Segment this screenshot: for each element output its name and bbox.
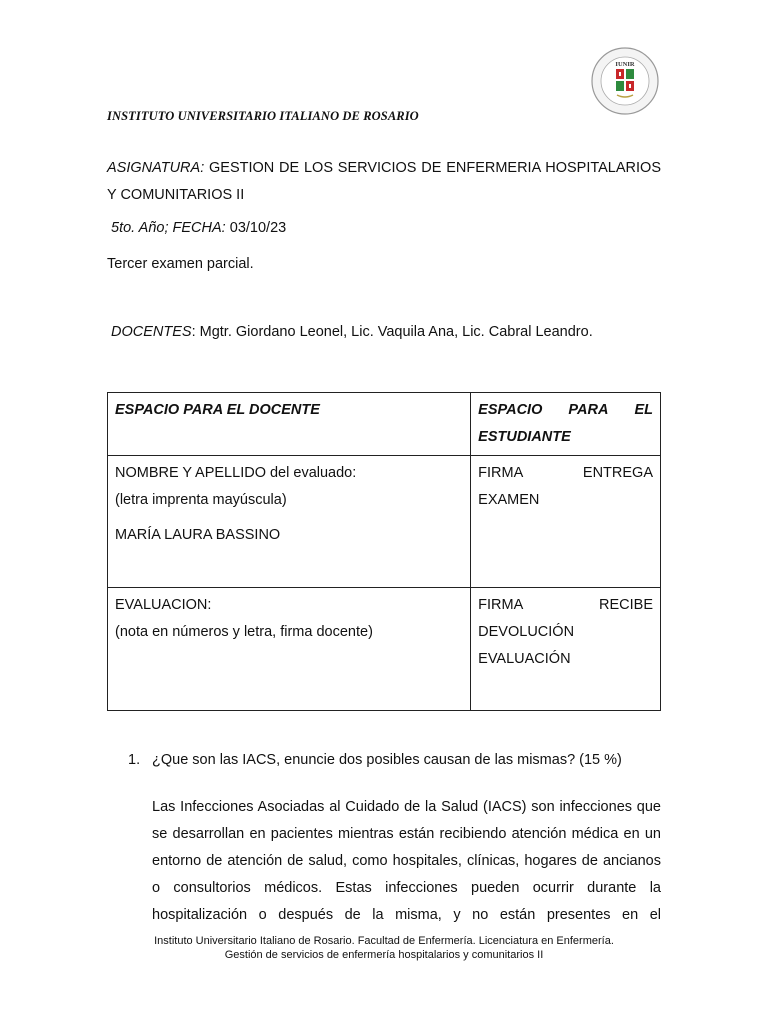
exam-date: 03/10/23 — [229, 220, 287, 236]
teachers-names: : Mgtr. Giordano Leonel, Lic. Vaquila Ana, Lic. Cabral Leandro. — [191, 324, 593, 340]
answer-paragraph: Las Infecciones Asociadas al Cuidado de la Salud (IACS) son infecciones que se desarrollan en pacientes mientras están recibiendo atención médica en un entorno de atención de salud, como hospitales, clínicas, hogares de ancianos o consultorios médicos. Estas infecciones pueden ocurrir durante la hospitalización o después de la misma, y no están presentes en el — [152, 799, 661, 923]
institution-seal-logo — [590, 46, 660, 116]
question-text: ¿Que son las IACS, enuncie dos posibles causan de las mismas? (15 %) — [152, 752, 622, 768]
evaluation-hint: (nota en números y letra, firma docente) — [115, 624, 373, 640]
page-footer — [0, 934, 768, 962]
student-name-hint: (letra imprenta mayúscula) — [115, 492, 287, 508]
exam-delivery-signature-cell: FIRMA ENTREGA EXAMEN — [471, 456, 661, 588]
table-row-name — [108, 456, 661, 588]
question-1 — [128, 752, 622, 768]
table-row-evaluation — [108, 588, 661, 711]
svg-text:IUNIR: IUNIR — [615, 61, 635, 68]
subject-value: GESTION DE LOS SERVICIOS DE ENFERMERIA HOSPITALARIOS Y COMUNITARIOS II — [107, 160, 661, 203]
teachers-line — [111, 324, 593, 340]
exam-title: Tercer examen parcial. — [107, 256, 254, 272]
student-space-header: ESPACIO PARA EL ESTUDIANTE — [471, 393, 661, 456]
question-number: 1. — [128, 752, 141, 768]
evaluation-label: EVALUACION: — [115, 597, 212, 613]
year-label: 5to. Año; FECHA: — [111, 220, 226, 236]
footer-line-1: Instituto Universitario Italiano de Rosario. Facultad de Enfermería. Licenciatura en Enfermería. — [154, 935, 614, 947]
student-name-cell — [108, 456, 471, 588]
evaluation-table — [107, 392, 661, 711]
subject-label: ASIGNATURA: — [107, 160, 205, 176]
evaluation-return-signature-cell: FIRMA RECIBE DEVOLUCIÓN EVALUACIÓN — [471, 588, 661, 711]
teachers-label: DOCENTES — [111, 324, 192, 340]
institution-title: INSTITUTO UNIVERSITARIO ITALIANO DE ROSARIO — [107, 109, 419, 123]
student-name-value: MARÍA LAURA BASSINO — [115, 527, 281, 543]
subject-line — [107, 155, 661, 209]
table-header-row — [108, 393, 661, 456]
student-name-label: NOMBRE Y APELLIDO del evaluado: — [115, 465, 357, 481]
evaluation-cell — [108, 588, 471, 711]
teacher-space-header: ESPACIO PARA EL DOCENTE — [108, 393, 471, 456]
footer-line-2: Gestión de servicios de enfermería hospitalarios y comunitarios II — [224, 949, 544, 961]
year-date-line — [111, 220, 286, 236]
